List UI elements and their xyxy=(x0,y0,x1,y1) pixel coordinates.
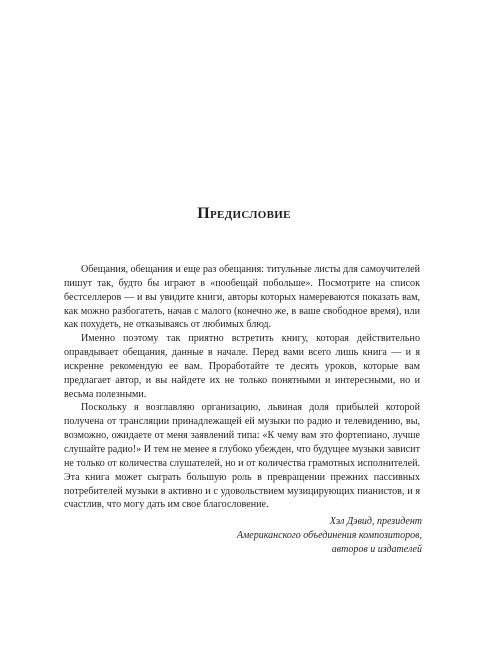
signature-name-line: Хэл Дэвид, президент xyxy=(329,516,422,527)
preface-body xyxy=(64,263,420,512)
page-title: Предисловие xyxy=(197,205,291,222)
preface-paragraph-3: Поскольку я возглавляю организацию, львиная доля прибылей которой получена от трансляции принадлежащей ей музыки по радио и телевидению, вы, возможно, ожидаете от меня заявлений типа: «К чему вам это фортепиано, лучше слушайте радио!» И тем не менее я глубоко убежден, что будущее музыки зависит не только от количества слушателей, но и от количества грамотных исполнителей. Эта книга может сыграть большую роль в превращении прежних пассивных потребителей музыки в активно и с удовольствием музицирующих пианистов, и я счастлив, что могу дать им свое благословение. xyxy=(64,402,420,511)
author-signature xyxy=(237,515,422,557)
preface-paragraph-1: Обещания, обещания и еще раз обещания: титульные листы для самоучителей пишут так, будто бы играют в «пообещай побольше». Посмотрите на список бестселлеров — и вы увидите книги, авторы которых намереваются показать вам, как можно разбогатеть, начав с малого (конечно же, в ваше свободное время), или как похудеть, не отказываясь от любимых блюд. xyxy=(64,264,420,331)
signature-org-line: Американского объединения композиторов, xyxy=(236,530,422,541)
signature-org-line-2: авторов и издателей xyxy=(331,544,422,555)
preface-paragraph-2: Именно поэтому так приятно встретить книгу, которая действительно оправдывает обещания, данные в начале. Перед вами всего лишь книга — и я искренне рекомендую ее вам. Проработайте те десять уроков, которые вам предлагает автор, и вы найдете их не только понятными и интересными, но и весьма полезными. xyxy=(64,333,420,400)
